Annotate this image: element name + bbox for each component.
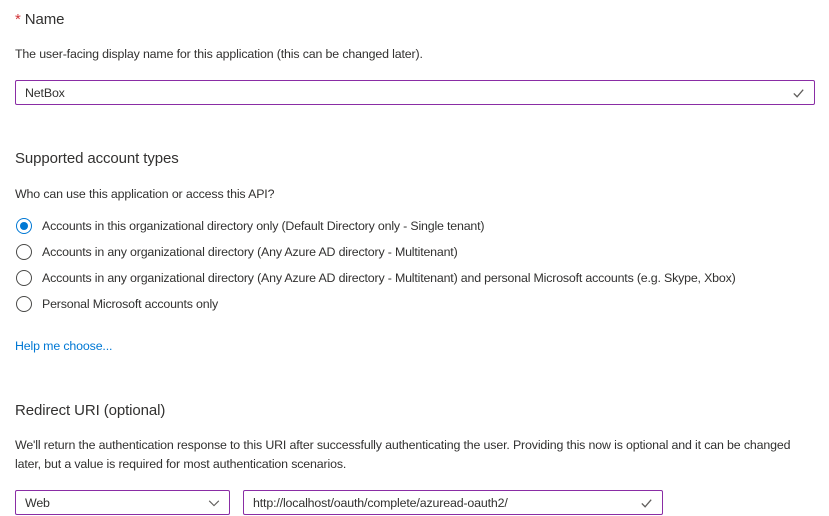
redirect-uri-row — [15, 490, 815, 515]
chevron-down-icon — [207, 496, 221, 510]
check-icon — [791, 85, 806, 100]
radio-button-icon[interactable] — [16, 296, 32, 312]
radio-option-multitenant-personal[interactable] — [15, 265, 815, 291]
name-description: The user-facing display name for this application (this can be changed later). — [15, 47, 423, 61]
radio-button-icon[interactable] — [16, 244, 32, 260]
name-section-title — [15, 10, 815, 30]
platform-select[interactable] — [15, 490, 230, 515]
name-input-container — [15, 80, 815, 105]
radio-option-label: Personal Microsoft accounts only — [42, 297, 219, 311]
account-types-section-title: Supported account types — [15, 150, 179, 167]
redirect-uri-input[interactable] — [244, 491, 662, 514]
radio-option-label: Accounts in this organizational directory only (Default Directory only - Single tenant) — [42, 219, 485, 233]
name-input[interactable] — [16, 81, 814, 104]
name-title-text: Name — [24, 11, 65, 28]
required-marker: * — [15, 11, 21, 28]
radio-option-multitenant[interactable] — [15, 239, 815, 265]
check-icon — [639, 495, 654, 510]
redirect-uri-input-container — [243, 490, 663, 515]
help-me-choose-link[interactable]: Help me choose... — [15, 339, 113, 353]
radio-option-single-tenant[interactable] — [15, 213, 815, 239]
redirect-uri-section-title: Redirect URI (optional) — [15, 402, 166, 419]
platform-select-value: Web — [25, 495, 50, 510]
radio-option-label: Accounts in any organizational directory (Any Azure AD directory - Multitenant) — [42, 245, 458, 259]
radio-button-icon[interactable] — [16, 270, 32, 286]
radio-option-label: Accounts in any organizational directory (Any Azure AD directory - Multitenant) and personal Microsoft accounts (e.g. Skype, Xbox) — [42, 271, 736, 285]
account-types-question: Who can use this application or access this API? — [15, 187, 275, 201]
radio-option-personal-only[interactable] — [15, 291, 815, 317]
account-types-radio-group — [15, 213, 815, 317]
radio-button-icon[interactable] — [16, 218, 32, 234]
redirect-uri-description: We'll return the authentication response to this URI after successfully authenticating the user. Providing this now is optional and it can be changed later, but a value is required for most authentication scenarios. — [15, 438, 791, 471]
